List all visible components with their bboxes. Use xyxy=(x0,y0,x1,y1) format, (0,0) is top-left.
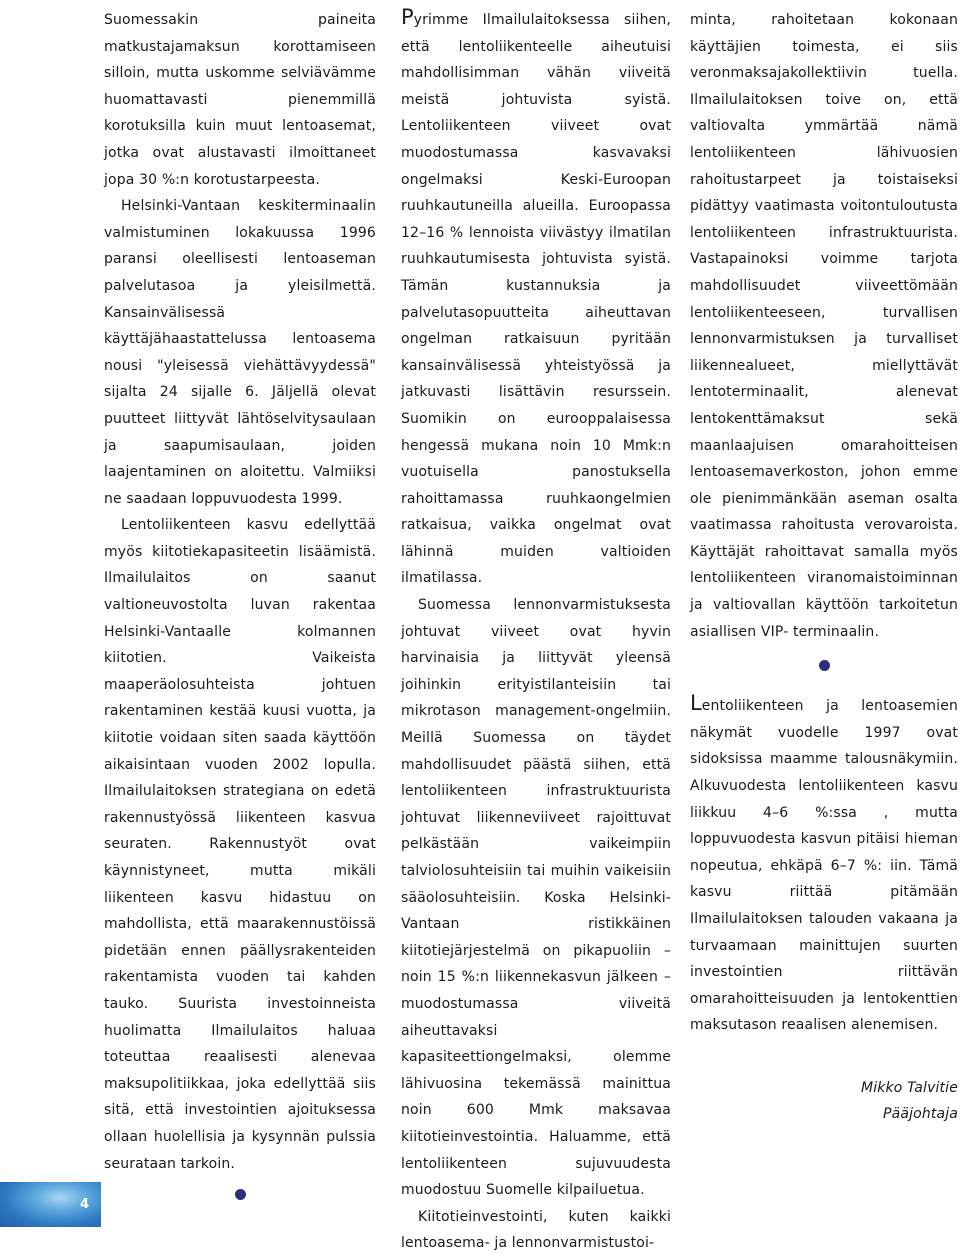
paragraph: Helsinki-Vantaan keskiterminaalin valmistuminen lokakuussa 1996 paransi oleellisesti lentoaseman palvelutasoa ja yleisilmettä. Kansainvälisessä käyttäjähaastattelussa lentoasema nousi "yleisessä viehättävyydessä" sijalta 24 sijalle 6. Jäljellä olevat puutteet liittyvät lähtöselvitysaulaan ja saapumisaulaan, joiden laajentaminen on aloitettu. Valmiiksi ne saadaan loppuvuodesta 1999. xyxy=(104,198,376,507)
section-bullet-icon xyxy=(235,1189,246,1200)
paragraph-with-dropcap xyxy=(690,693,958,1039)
signature-title: Pääjohtaja xyxy=(883,1105,958,1122)
paragraph: Suomessa lennonvarmistuksesta johtuvat viiveet ovat hyvin harvinaisia ja liittyvät yleensä joihinkin erityistilanteisiin tai mikrotason management-ongelmiin. Meillä Suomessa on täydet mahdollisuudet päästä siihen, että lentoliikenteen infrastruktuurista johtuvat liikenneviiveet rajoittuvat pelkästään vaikeimpiin talviolosuhteisiin tai muihin vaikeisiin sääolosuhteisiin. Koska Helsinki-Vantaan ristikkäinen kiitotiejärjestelmä on pikapuoliin – noin 15 %:n liikennekasvun jälkeen – muodostumassa viiveitä aiheuttavaksi kapasiteettiongelmaksi, olemme lähivuosina tekemässä mainittua noin 600 Mmk maksavaa kiitotieinvestointia. Haluamme, että lentoliikenteen sujuvuudesta muodostuu Suomelle kilpailuetua. xyxy=(401,597,671,1199)
paragraph-text: entoliikenteen ja lentoasemien näkymät vuodelle 1997 ovat sidoksissa maamme talousnäkymiin. Alkuvuodesta lentoliikenteen kasvu liikkuu 4–6 %:ssa , mutta loppuvuodesta kasvun pitäisi hieman nopeutua, ehkäpä 6–7 %: iin. Tämä kasvu riittää pitämään Ilmailulaitoksen talouden vakaana ja turvaamaan mainittujen suurten investointien riittävän omarahoitteisuuden ja lentokenttien maksutason reaalisen alenemisen. xyxy=(690,698,958,1034)
paragraph-text: yrimme Ilmailulaitoksessa siihen, että lentoliikenteelle aiheutuisi mahdollisimman vähän viiveitä meistä johtuvista syistä. Lentoliikenteen viiveet ovat muodostumassa kasvavaksi ongelmaksi Keski-Euroopan ruuhkautuneilla alueilla. Euroopassa 12–16 % lennoista viivästyy ilmatilan ruuhkautumisesta johtuvista syistä. Tämän kustannuksia ja palvelutasopuutteita aiheuttavan ongelman ratkaisuun pyritään kansainvälisessä yhteistyössä ja jatkuvasti lisättävin resurssein. Suomikin on eurooppalaisessa hengessä mukana noin 10 Mmk:n vuotuisella panostuksella rahoittamassa ruuhkaongelmien ratkaisua, vaikka ongelmat ovat lähinnä muiden valtioiden ilmatilassa. xyxy=(401,12,671,587)
dropcap: L xyxy=(690,691,702,716)
text-column-2 xyxy=(401,7,671,1257)
paragraph-with-dropcap xyxy=(401,7,671,592)
page-number-badge xyxy=(0,1182,101,1227)
paragraph: Lentoliikenteen kasvu edellyttää myös kiitotiekapasiteetin lisäämistä. Ilmailulaitos on saanut valtioneuvostolta luvan rakentaa Helsinki-Vantaalle kolmannen kiitotien. Vaikeista maaperäolosuhteista johtuen rakentaminen kestää kuusi vuotta, ja kiitotie voidaan siten saada käyttöön aikaisintaan vuoden 2002 lopulla. Ilmailulaitoksen strategiana on edetä rakennustyössä liikenteen kasvua seuraten. Rakennustyöt ovat käynnistyneet, mutta mikäli liikenteen kasvu hidastuu on mahdollista, että maarakennustöissä pidetään ennen päällysrakenteiden rakentamista vuoden tai kahden tauko. Suurista investoinneista huolimatta Ilmailulaitos haluaa toteuttaa reaalisesti alenevaa maksupolitiikkaa, joka edellyttää siis sitä, että investointien ajoituksessa ollaan huolellisia ja kysynnän pulssia seurataan tarkoin. xyxy=(104,517,376,1172)
signature-block xyxy=(690,1075,958,1127)
paragraph: Kiitotieinvestointi, kuten kaikki lentoasema- ja lennonvarmistustoi- xyxy=(401,1208,671,1252)
dropcap: P xyxy=(401,5,414,29)
page-number: 4 xyxy=(79,1197,89,1212)
text-column-3 xyxy=(690,7,958,1127)
signature-name: Mikko Talvitie xyxy=(860,1079,958,1096)
paragraph: Suomessakin paineita matkustajamaksun korottamiseen silloin, mutta uskomme selviävämme huomattavasti pienemmillä korotuksilla kuin muut lentoasemat, jotka ovat alustavasti ilmoittaneet jopa 30 %:n korotustarpeesta. xyxy=(104,12,376,188)
text-column-1 xyxy=(104,7,376,1200)
paragraph: minta, rahoitetaan kokonaan käyttäjien toimesta, ei siis veronmaksajakollektiivin tuella. Ilmailulaitoksen toive on, että valtiovalta ymmärtää nämä lentoliikenteen lähivuosien rahoitustarpeet ja toistaiseksi pidättyy vaatimasta voitontuloutusta lentoliikenteen infrastruktuurista. Vastapainoksi voimme tarjota mahdollisuudet viiveettömään lentoliikenteeseen, turvallisen lennonvarmistuksen ja turvalliset liikennealueet, miellyttävät lentoterminaalit, alenevat lentokenttämaksut sekä maanlaajuisen omarahoitteisen lentoasemaverkoston, johon emme ole pienimmänkään aseman osalta vaatimassa rahoitusta verovaroista. Käyttäjät rahoittavat samalla myös lentoliikenteen viranomaistoiminnan ja valtiovallan käyttöön tarkoitetun asiallisen VIP- terminaalin. xyxy=(690,12,958,640)
section-bullet-icon xyxy=(819,660,830,671)
